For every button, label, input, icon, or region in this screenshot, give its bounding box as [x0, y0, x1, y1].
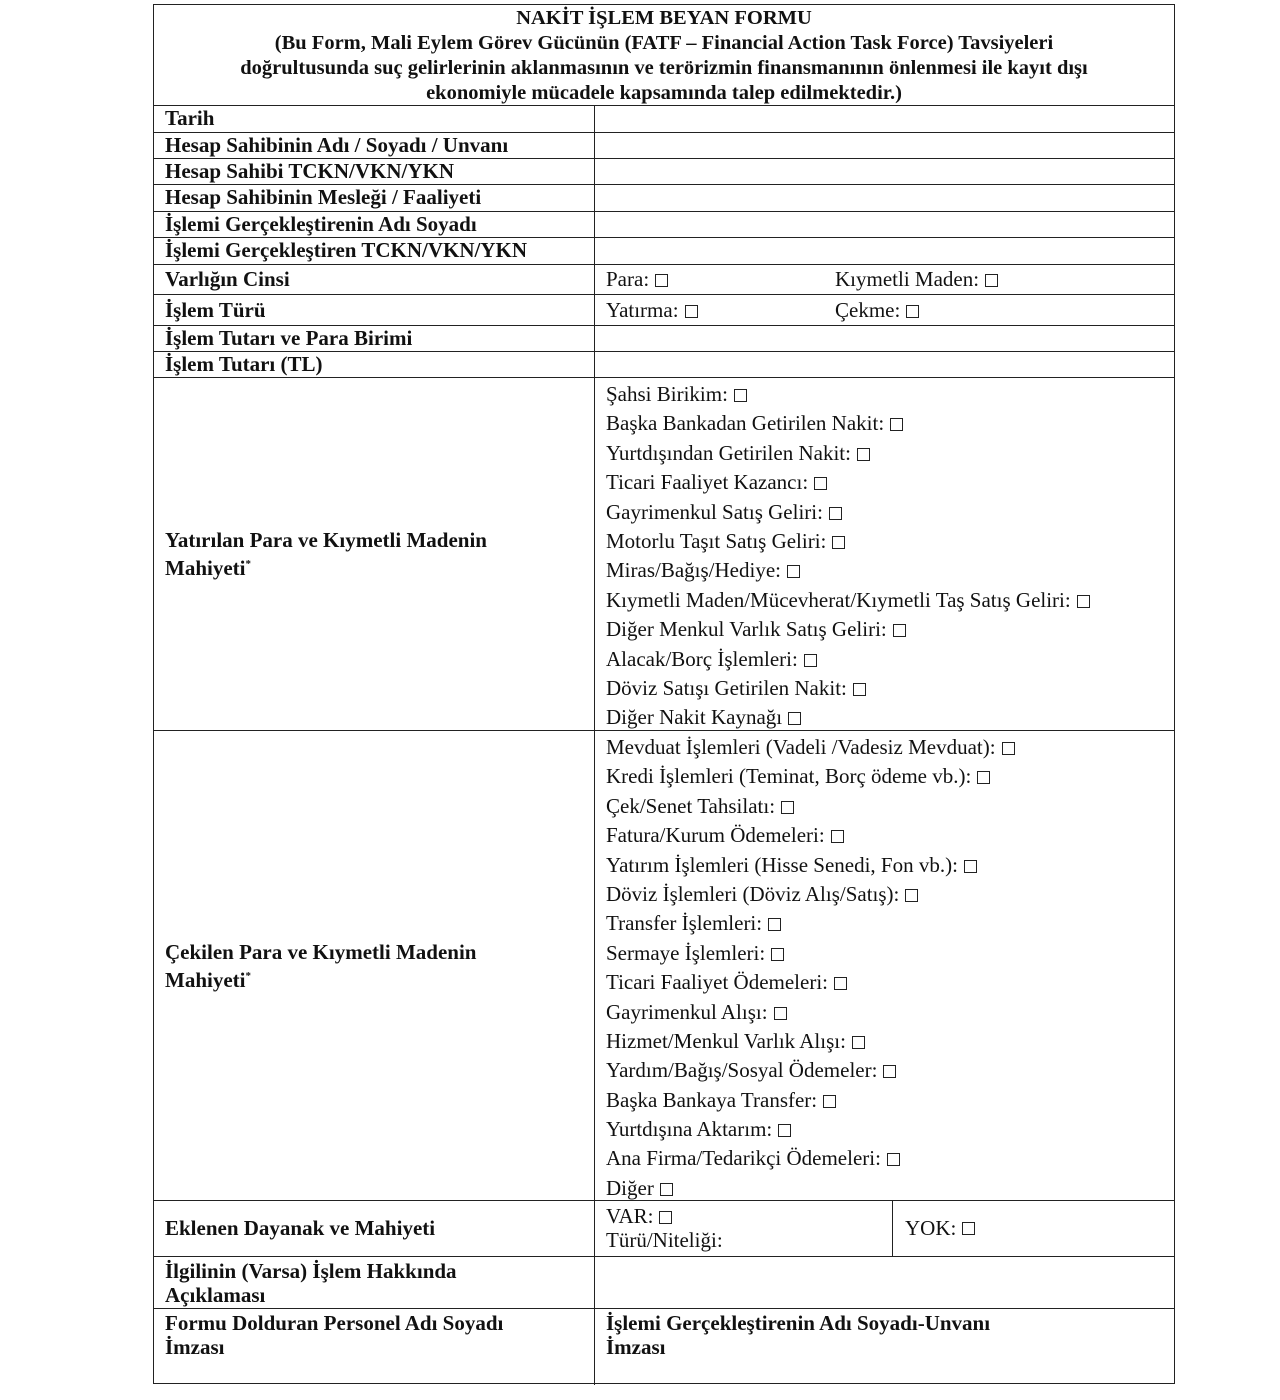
tarih-field[interactable] [595, 106, 1174, 132]
cekilen-label [154, 731, 595, 1200]
option-checkbox[interactable] [788, 712, 801, 725]
maden-option [835, 267, 998, 292]
cekilen-label-line1: Çekilen Para ve Kıymetli Madenin [165, 939, 477, 964]
yok-checkbox[interactable] [962, 1222, 975, 1235]
cekilen-option [606, 909, 1174, 938]
cekilen-option [606, 1144, 1174, 1173]
islem-tckn-field[interactable] [595, 238, 1174, 264]
option-label: Kıymetli Maden/Mücevherat/Kıymetli Taş Satış Geliri: [606, 587, 1071, 612]
dayanak-divider [892, 1201, 893, 1256]
yatirilan-option [606, 380, 1174, 409]
option-label: Başka Bankadan Getirilen Nakit: [606, 411, 885, 436]
option-label: Yatırım İşlemleri (Hisse Senedi, Fon vb.): [606, 852, 958, 877]
hesap-meslek-field[interactable] [595, 185, 1174, 211]
var-option [606, 1204, 1174, 1228]
row-imza [154, 1309, 1174, 1385]
option-checkbox[interactable] [890, 418, 903, 431]
option-checkbox[interactable] [883, 1065, 896, 1078]
varlik-options [595, 265, 1174, 294]
option-checkbox[interactable] [852, 1036, 865, 1049]
option-label: Ana Firma/Tedarikçi Ödemeleri: [606, 1146, 881, 1171]
form-subtitle-line: (Bu Form, Mali Eylem Görev Gücünün (FATF – Financial Action Task Force) Tavsiyeleri [274, 32, 1054, 54]
option-checkbox[interactable] [887, 1153, 900, 1166]
row-label: Hesap Sahibinin Mesleği / Faaliyeti [154, 185, 595, 211]
option-checkbox[interactable] [831, 830, 844, 843]
cash-declaration-form [153, 4, 1175, 1384]
cekilen-option [606, 733, 1174, 762]
yatirilan-label-line1: Yatırılan Para ve Kıymetli Madenin [165, 528, 487, 552]
footnote-mark: * [245, 969, 251, 982]
option-label: Yurtdışından Getirilen Nakit: [606, 440, 851, 465]
option-checkbox[interactable] [893, 624, 906, 637]
cekme-option [835, 298, 919, 323]
option-label: Çek/Senet Tahsilatı: [606, 793, 776, 818]
para-checkbox[interactable] [655, 274, 668, 287]
form-subtitle-line: doğrultusunda suç gelirlerinin aklanmasının ve terörizmin finansmanının önlenmesi ile kayıt dışı [240, 57, 1088, 79]
row-label: İşlemi Gerçekleştirenin Adı Soyadı [154, 212, 595, 237]
para-option [606, 267, 668, 292]
option-label: Diğer Nakit Kaynağı [606, 705, 783, 730]
personel-signature-label: İmzası [165, 1335, 225, 1359]
option-checkbox[interactable] [660, 1183, 673, 1196]
row-cekilen [154, 731, 1174, 1201]
option-checkbox[interactable] [1002, 742, 1015, 755]
option-checkbox[interactable] [964, 860, 977, 873]
row-tutar-birim [154, 326, 1174, 352]
row-islem-turu [154, 295, 1174, 326]
option-label: Başka Bankaya Transfer: [606, 1087, 818, 1112]
option-checkbox[interactable] [804, 654, 817, 667]
yatirma-option [606, 298, 698, 323]
cekilen-option [606, 880, 1174, 909]
option-label: Gayrimenkul Satış Geliri: [606, 499, 823, 524]
cekilen-option [606, 792, 1174, 821]
yatirilan-label [154, 378, 595, 730]
row-label: Eklenen Dayanak ve Mahiyeti [154, 1201, 595, 1256]
cekilen-option [606, 762, 1174, 791]
yatirilan-option [606, 615, 1174, 644]
yatirilan-option [606, 498, 1174, 527]
option-checkbox[interactable] [774, 1007, 787, 1020]
option-checkbox[interactable] [778, 1124, 791, 1137]
option-checkbox[interactable] [771, 948, 784, 961]
row-hesap-meslek [154, 185, 1174, 212]
option-label: Sermaye İşlemleri: [606, 940, 766, 965]
row-hesap-tckn [154, 159, 1174, 185]
row-yatirilan [154, 378, 1174, 731]
row-label: Varlığın Cinsi [154, 265, 595, 294]
cekilen-option [606, 1115, 1174, 1144]
cekilen-label-line2: Mahiyeti [165, 967, 246, 992]
option-checkbox[interactable] [787, 565, 800, 578]
tur-options [595, 295, 1174, 325]
option-label: Gayrimenkul Alışı: [606, 999, 768, 1024]
row-label: İşlem Tutarı ve Para Birimi [154, 326, 595, 351]
aciklama-label [154, 1257, 595, 1308]
aciklama-label-line2: Açıklaması [165, 1283, 266, 1307]
row-hesap-adi [154, 133, 1174, 159]
cekilen-option [606, 1086, 1174, 1115]
option-checkbox[interactable] [768, 918, 781, 931]
tutar-tl-field[interactable] [595, 352, 1174, 377]
islem-imza-block[interactable] [595, 1309, 1174, 1385]
yatirma-checkbox[interactable] [685, 305, 698, 318]
cekilen-option [606, 998, 1174, 1027]
islem-signature-label: İmzası [606, 1335, 666, 1359]
option-checkbox[interactable] [832, 536, 845, 549]
option-label: Yardım/Bağış/Sosyal Ödemeler: [606, 1058, 878, 1083]
row-dayanak [154, 1201, 1174, 1257]
maden-checkbox[interactable] [985, 274, 998, 287]
yatirilan-option [606, 409, 1174, 438]
hesap-adi-field[interactable] [595, 133, 1174, 158]
option-label: Ticari Faaliyet Kazancı: [606, 470, 809, 495]
cekilen-options [595, 731, 1174, 1200]
yatirilan-option [606, 556, 1174, 585]
option-label: Hizmet/Menkul Varlık Alışı: [606, 1028, 846, 1053]
yatirilan-option [606, 703, 1174, 732]
row-aciklama [154, 1257, 1174, 1309]
var-label: VAR: [606, 1204, 654, 1228]
option-checkbox[interactable] [1077, 595, 1090, 608]
yatirilan-option [606, 674, 1174, 703]
option-label: Alacak/Borç İşlemleri: [606, 646, 798, 671]
row-label: İşlem Türü [154, 295, 595, 325]
cekilen-option [606, 851, 1174, 880]
row-varlik [154, 265, 1174, 295]
option-label: Şahsi Birikim: [606, 382, 728, 406]
aciklama-label-line1: İlgilinin (Varsa) İşlem Hakkında [165, 1259, 457, 1283]
personel-imza-block[interactable] [154, 1309, 595, 1385]
cekilen-option [606, 1174, 1174, 1203]
row-label: Hesap Sahibinin Adı / Soyadı / Unvanı [154, 133, 595, 158]
option-label: Yurtdışına Aktarım: [606, 1117, 773, 1142]
option-label: Transfer İşlemleri: [606, 911, 763, 936]
cekilen-option [606, 939, 1174, 968]
yatirilan-option [606, 468, 1174, 497]
row-label: İşlem Tutarı (TL) [154, 352, 595, 377]
option-checkbox[interactable] [781, 801, 794, 814]
option-label: Fatura/Kurum Ödemeleri: [606, 823, 825, 848]
para-label: Para: [606, 267, 650, 291]
yatirilan-option [606, 586, 1174, 615]
cekme-label: Çekme: [835, 297, 901, 322]
option-label: Döviz Satışı Getirilen Nakit: [606, 675, 847, 700]
hesap-tckn-field[interactable] [595, 159, 1174, 184]
maden-label: Kıymetli Maden: [835, 267, 980, 291]
cekilen-option [606, 1027, 1174, 1056]
personel-name-label: Formu Dolduran Personel Adı Soyadı [165, 1311, 504, 1335]
row-label: İşlemi Gerçekleştiren TCKN/VKN/YKN [154, 238, 595, 264]
option-checkbox[interactable] [857, 448, 870, 461]
yatirilan-option [606, 439, 1174, 468]
row-tutar-tl [154, 352, 1174, 378]
option-checkbox[interactable] [823, 1095, 836, 1108]
cekme-checkbox[interactable] [906, 305, 919, 318]
yatirilan-label-line2: Mahiyeti [165, 556, 246, 580]
cekilen-option [606, 968, 1174, 997]
option-checkbox[interactable] [734, 389, 747, 402]
option-label: Motorlu Taşıt Satış Geliri: [606, 528, 827, 553]
aciklama-field[interactable] [595, 1257, 1174, 1308]
row-label: Hesap Sahibi TCKN/VKN/YKN [154, 159, 595, 184]
form-header [154, 5, 1174, 106]
yatirilan-options [595, 378, 1174, 730]
islem-adi-field[interactable] [595, 212, 1174, 237]
cekilen-option [606, 821, 1174, 850]
islem-name-label: İşlemi Gerçekleştirenin Adı Soyadı-Unvanı [606, 1311, 991, 1335]
option-checkbox[interactable] [977, 771, 990, 784]
option-label: Ticari Faaliyet Ödemeleri: [606, 970, 828, 995]
option-label: Diğer [606, 1175, 654, 1200]
turu-label: Türü/Niteliği: [606, 1228, 723, 1252]
var-checkbox[interactable] [659, 1211, 672, 1224]
cekilen-option [606, 1056, 1174, 1085]
tutar-birim-field[interactable] [595, 326, 1174, 351]
option-label: Diğer Menkul Varlık Satış Geliri: [606, 617, 887, 642]
option-checkbox[interactable] [829, 507, 842, 520]
form-subtitle-line: ekonomiyle mücadele kapsamında talep edilmektedir.) [426, 82, 902, 104]
option-label: Kredi İşlemleri (Teminat, Borç ödeme vb.): [606, 764, 972, 789]
option-checkbox[interactable] [905, 889, 918, 902]
option-label: Miras/Bağış/Hediye: [606, 558, 781, 583]
option-label: Mevduat İşlemleri (Vadeli /Vadesiz Mevduat): [606, 735, 996, 759]
dayanak-options [595, 1201, 1174, 1256]
row-islem-tckn [154, 238, 1174, 265]
option-checkbox[interactable] [834, 977, 847, 990]
form-title: NAKİT İŞLEM BEYAN FORMU [516, 7, 812, 29]
option-label: Döviz İşlemleri (Döviz Alış/Satış): [606, 881, 900, 906]
yok-option [905, 1201, 975, 1256]
yok-label: YOK: [905, 1216, 957, 1240]
yatirilan-option [606, 527, 1174, 556]
yatirilan-option [606, 645, 1174, 674]
option-checkbox[interactable] [853, 683, 866, 696]
row-label: Tarih [154, 106, 595, 132]
row-islem-adi [154, 212, 1174, 238]
footnote-mark: * [245, 558, 251, 570]
row-tarih [154, 106, 1174, 133]
yatirma-label: Yatırma: [606, 297, 679, 322]
option-checkbox[interactable] [814, 477, 827, 490]
